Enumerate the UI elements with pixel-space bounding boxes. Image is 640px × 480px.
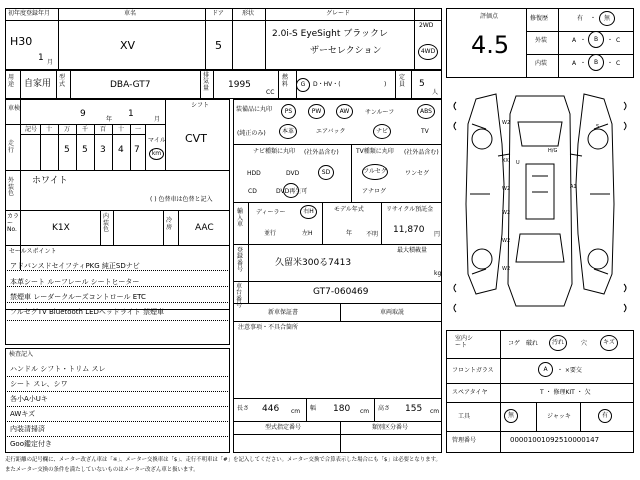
interior-grade-a: A [572,60,577,67]
diagram-w2-label: W2 [502,238,511,244]
interior-grade-c: C [616,60,621,67]
caution-label: 注意事項・不具合箇所 [238,324,299,331]
height-unit: cm [430,408,440,415]
shape-label: 形状 [242,10,255,17]
max-load-unit: kg [434,270,442,277]
vehicle-manual: 車両取説 [380,309,405,316]
first-reg-month: 1 [38,53,44,63]
model-year-unknown: 不明 [366,231,379,238]
mileage-header-ten-man: 十 [46,126,53,133]
equipment-abs-circled: ABS [417,104,435,119]
diagram-u-label: U [516,160,520,166]
model-year-unit: 年 [346,230,353,237]
chassis-value: GT7-060469 [313,287,369,297]
diagram-w2-label: W2 [502,266,511,272]
recycle-unit: 円 [434,231,441,238]
mileage-header-one: 一 [135,126,142,133]
mileage-digit: 3 [100,145,106,155]
door-label: ドア [212,10,224,17]
inspector-note-line: ハンドル シフト・トリム スレ [10,365,106,373]
import-dealer: ディーラー [256,209,286,216]
inspector-note-line: AWキズ [10,410,36,418]
cc-unit: CC [266,89,275,96]
inspection-year: 9 [80,109,86,119]
color-no-value: K1X [52,223,70,233]
chassis-label: 車台番号 [236,283,243,309]
type-designation-label: 型式指定番号 [265,424,302,431]
diagram-xx-label: XX [502,158,509,164]
fuel-options: D・HV・( [313,81,341,88]
front-glass-a-circled: A [538,362,553,377]
width-value: 180 [333,404,351,414]
diagram-a1-label: A1 [570,184,577,190]
interior-grade-b-circled: B [588,54,604,71]
footnote-line1: 走行距離の記号欄に、メーター改ざん車は「※」、メーター交換車は「$」、走行不明車は「#」を記入してください。メーター交換で合算表示した場合にも「$」は必要となります。 [5,457,441,463]
inspector-note-line: シート スレ、シワ [10,380,68,388]
navi-dvd-play: DVD再生可 [276,188,308,195]
use-label: 用途 [8,74,15,88]
shift-label: シフト [191,102,210,109]
mileage-digit: 5 [64,145,70,155]
equipment-sub: (純正のみ) [237,130,266,137]
mileage-header-man: 万 [64,126,71,133]
grade-line2: ザーセレクション [310,46,382,56]
mileage-header-sen: 千 [82,126,89,133]
fuel-close: ) [384,81,387,88]
equipment-aw-circled: AW [336,104,353,119]
width-label: 幅 [310,405,317,412]
interior-color-label: 内装色 [103,213,110,234]
diagram-w2-label: W2 [502,186,511,192]
inspection-month-unit: 月 [154,116,161,123]
exterior-color-label: 外装色 [8,177,15,198]
sales-points-frame [5,245,230,345]
tools-label: 工具 [458,413,471,420]
capacity-unit: 人 [432,89,439,96]
mgmt-label: 管理番号 [452,437,477,444]
equipment-sunroof: サンルーフ [365,109,395,116]
repair-yes: 有 [577,15,584,22]
length-value: 446 [262,404,280,414]
height-label: 高さ [378,405,391,412]
max-load-label: 最大積載量 [397,247,428,254]
equipment-pw-circled: PW [308,104,325,119]
import-label: 輸入車 [237,208,244,229]
exterior-color-note: ( ) 色替車は色替と記入 [150,196,213,203]
width-unit: cm [360,408,370,415]
first-reg-label: 初年度登録年月 [8,10,51,17]
fuel-selected: G [296,78,310,92]
grade-line1: 2.0i-S EyeSight ブラックレ [272,29,389,39]
diagram-w2-label: W2 [502,210,511,216]
navi-dvd-play-circle [283,183,299,198]
footnote-line2: またメーター交換の条件を満たしていないものはメーター改ざん車と扱います。 [5,467,199,473]
spare-tire-items: T ・ 修理KIT ・ 欠 [540,389,591,396]
drive-4wd-circled: 4WD [418,44,438,60]
color-no-label: カラーNo. [7,213,20,234]
navi-hdd: HDD [247,170,261,177]
import-left-h: 左H [302,230,313,237]
sales-point-line: 本革シート ルーフレール シートヒーター [10,278,140,286]
mileage-unit-mile: マイル [148,137,166,144]
inspector-note-line: 内装清掃済 [10,425,45,433]
diagram-w2-label: W2 [502,120,511,126]
equipment-tv: TV [421,128,429,135]
month-unit: 月 [47,59,54,66]
import-parallel: 並行 [264,230,277,237]
equipment-label: 装備品に丸印 [236,106,273,113]
exterior-grade-c: C [616,37,621,44]
cooler-label: 冷房 [166,217,173,231]
spare-tire-label: スペアタイヤ [452,389,488,396]
front-glass-label: フロントガラス [452,367,494,374]
mileage-unit-km: km [149,148,164,160]
repair-no-circled: 無 [599,11,615,26]
exterior-grade-a: A [572,37,577,44]
navi-sd-circled: SD [318,165,334,180]
rating-score: 4.5 [471,31,510,59]
doors: 5 [215,39,222,52]
rating-label: 評価点 [480,13,499,20]
jack-label: ジャッキ [547,413,571,420]
tools-none-circled: 無 [504,409,518,423]
car-name-label: 車名 [124,10,137,17]
displacement-label: 排気量 [203,72,210,92]
car-damage-diagram [446,84,634,324]
import-right-h-circled: 右H [300,205,317,219]
tv-analog: アナログ [362,188,387,195]
model-year-label: モデル年式 [334,206,364,213]
tv-sub: (社外品含む) [404,149,439,156]
first-reg-era: H30 [10,35,33,48]
length-unit: cm [291,408,301,415]
header-frame [5,8,442,70]
mgmt-value: 00001001092510000147 [510,436,600,444]
jack-yes-circled: 有 [598,409,612,423]
tv-label: TV種類に丸印 [356,148,394,155]
inspector-note-line: Goo鑑定付き [10,440,52,448]
reg-no-label: 登録番号 [237,247,244,273]
repair-history-label: 修復歴 [530,15,549,22]
equipment-airbag: エアバック [316,128,346,135]
interior-seat-label: 室内シート [455,335,474,350]
reg-no-value: 久留米300る7413 [275,258,352,268]
car-name: XV [120,39,136,52]
seat-scratch-circled: キズ [600,335,618,351]
mileage-label: 走行 [8,140,15,155]
front-glass-other: ・ ×要交 [557,367,582,374]
model-value: DBA-GT7 [110,80,151,90]
drive-2wd: 2WD [419,22,434,29]
recycle-label: リサイクル預託金 [386,206,434,213]
seat-tear: 破れ [526,340,539,347]
inspection-year-unit: 年 [106,116,113,123]
grade-label: グレード [326,10,351,17]
new-car-warranty: 新車保証書 [268,309,299,316]
capacity: 5 [419,79,425,89]
inspector-note-line: 各小A小Uキ [10,395,48,403]
mileage-header-symbol: 記号 [25,126,38,133]
model-label: 型式 [59,74,66,88]
mileage-digit: 4 [118,145,124,155]
navi-dvd: DVD [286,170,300,177]
mileage-header-ten: 十 [118,126,125,133]
sales-points-label: セールスポイント [9,248,57,255]
tv-oneseg: ワンセグ [405,170,430,177]
equipment-navi-circled: ナビ [373,124,391,139]
seat-hole: 穴 [581,340,588,347]
exterior-grade-label: 外装 [535,37,548,44]
navi-cd: CD [248,188,257,195]
mileage-digit: 7 [134,145,140,155]
shift-value: CVT [185,132,207,145]
interior-grade-label: 内装 [535,60,548,67]
recycle-value: 11,870 [393,225,425,235]
sales-point-line: アドバンスドセイフティPKG 純正SDナビ [10,262,140,270]
cooler-value: AAC [195,223,214,233]
length-label: 長さ [237,405,250,412]
displacement: 1995 [228,80,251,90]
diagram-s-label: S [596,124,600,130]
equipment-ps-circled: PS [281,104,296,119]
equipment-leather-circled: 本革 [279,124,297,139]
exterior-grade-b-circled: B [588,31,604,48]
capacity-label: 定員 [399,74,406,88]
sales-point-line: 禁煙車 レーダークルーズコントロール ETC [10,293,146,301]
mileage-header-hyaku: 百 [100,126,107,133]
exterior-color-value: ホワイト [32,176,68,186]
use-value: 自家用 [24,79,52,89]
inspection-label: 車検 [8,105,21,112]
fuel-label: 燃料 [282,74,289,88]
inspector-notes-label: 検査記入 [9,351,34,358]
mileage-digit: 5 [82,145,88,155]
seat-burn: コゲ [508,340,521,347]
inspection-month: 1 [128,109,134,119]
tv-fullseg-circled: フルセグ [362,164,388,180]
height-value: 155 [405,404,423,414]
sales-point-line: フルセグTV Bluetooth LEDヘッドライト 禁煙車 [10,308,164,316]
navi-label: ナビ種類に丸印 [253,148,296,155]
diagram-hg-label: H/G [548,148,558,154]
seat-stain-circled: 汚れ [549,335,567,351]
navi-sub: (社外品含む) [304,149,339,156]
class-number-label: 類別区分番号 [372,424,409,431]
